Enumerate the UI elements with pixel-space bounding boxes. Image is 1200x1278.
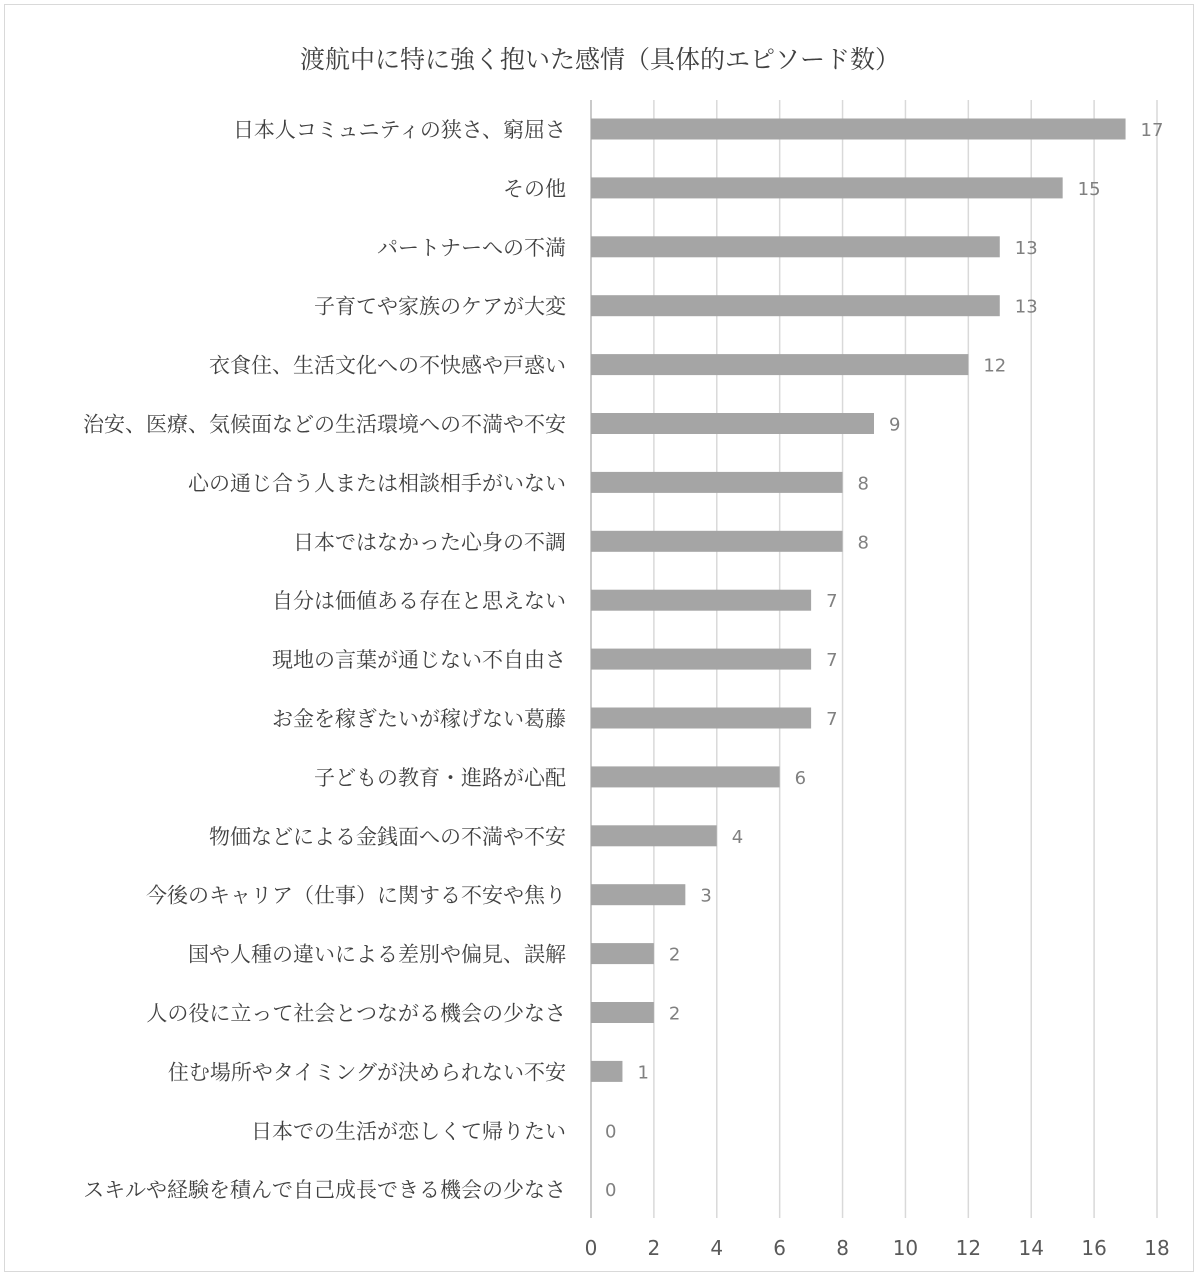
category-label: 物価などによる金銭面への不満や不安 [209, 824, 566, 849]
bar [591, 649, 811, 670]
bar [591, 884, 685, 905]
category-label: 子どもの教育・進路が心配 [314, 765, 566, 790]
data-label: 2 [668, 944, 681, 966]
data-label: 13 [1014, 237, 1038, 259]
bar [591, 943, 654, 964]
bar [591, 236, 1000, 257]
x-tick-label: 10 [892, 1236, 919, 1260]
category-label: 日本ではなかった心身の不調 [293, 530, 566, 555]
bar [591, 413, 874, 434]
x-tick-label: 4 [710, 1236, 724, 1260]
bar [591, 825, 717, 846]
bar [591, 1002, 654, 1023]
x-axis-ticks [585, 1236, 1170, 1260]
category-label: 国や人種の違いによる差別や偏見、誤解 [188, 942, 566, 967]
category-label: 住む場所やタイミングが決められない不安 [167, 1060, 566, 1085]
bars [591, 119, 1163, 1202]
data-label: 9 [889, 414, 901, 436]
data-label: 0 [605, 1121, 617, 1143]
chart-title: 渡航中に特に強く抱いた感情（具体的エピソード数） [299, 45, 900, 74]
data-label: 12 [983, 355, 1007, 377]
x-tick-label: 14 [1018, 1236, 1044, 1260]
data-label: 2 [668, 1003, 681, 1025]
bar [591, 590, 811, 611]
data-label: 1 [637, 1062, 649, 1084]
category-labels [83, 118, 566, 1202]
category-label: 心の通じ合う人または相談相手がいない [188, 471, 566, 496]
data-label: 13 [1014, 296, 1038, 318]
x-tick-label: 0 [584, 1236, 598, 1260]
data-label: 8 [857, 473, 870, 495]
bar [591, 531, 843, 552]
bar [591, 708, 811, 729]
bar [591, 766, 780, 787]
data-label: 15 [1077, 178, 1101, 200]
category-label: 日本人コミュニティの狭さ、窮屈さ [232, 118, 566, 142]
data-label: 4 [731, 826, 744, 848]
bar [591, 119, 1126, 140]
data-label: 7 [826, 591, 838, 613]
category-label: 子育てや家族のケアが大変 [314, 294, 566, 319]
data-label: 3 [700, 885, 712, 907]
category-label: 日本での生活が恋しくて帰りたい [251, 1119, 566, 1144]
category-label: スキルや経験を積んで自己成長できる機会の少なさ [83, 1178, 566, 1203]
category-label: パートナーへの不満 [377, 235, 566, 260]
data-label: 8 [857, 532, 870, 554]
category-label: 衣食住、生活文化への不快感や戸惑い [209, 353, 566, 378]
category-label: 自分は価値ある存在と思えない [272, 589, 566, 614]
category-label: 治安、医療、気候面などの生活環境への不満や不安 [83, 412, 566, 437]
x-tick-label: 18 [1144, 1236, 1170, 1260]
data-label: 6 [794, 767, 807, 789]
data-label: 0 [605, 1180, 617, 1202]
x-tick-label: 6 [773, 1236, 787, 1260]
bar [591, 177, 1063, 198]
x-tick-label: 12 [955, 1236, 982, 1260]
bar [591, 1061, 622, 1082]
x-tick-label: 16 [1081, 1236, 1107, 1260]
category-label: 今後のキャリア（仕事）に関する不安や焦り [146, 883, 566, 908]
category-label: お金を稼ぎたいが稼げない葛藤 [272, 707, 566, 731]
data-label: 7 [826, 709, 838, 730]
x-tick-label: 8 [836, 1236, 849, 1260]
data-label: 7 [826, 650, 838, 672]
category-label: 人の役に立って社会とつながる機会の少なさ [146, 1001, 566, 1026]
category-label: その他 [503, 176, 566, 201]
data-label: 17 [1140, 120, 1164, 141]
bar [591, 295, 1000, 316]
category-label: 現地の言葉が通じない不自由さ [272, 648, 566, 673]
x-tick-label: 2 [647, 1236, 661, 1260]
bar [591, 472, 843, 493]
bar [591, 354, 968, 375]
